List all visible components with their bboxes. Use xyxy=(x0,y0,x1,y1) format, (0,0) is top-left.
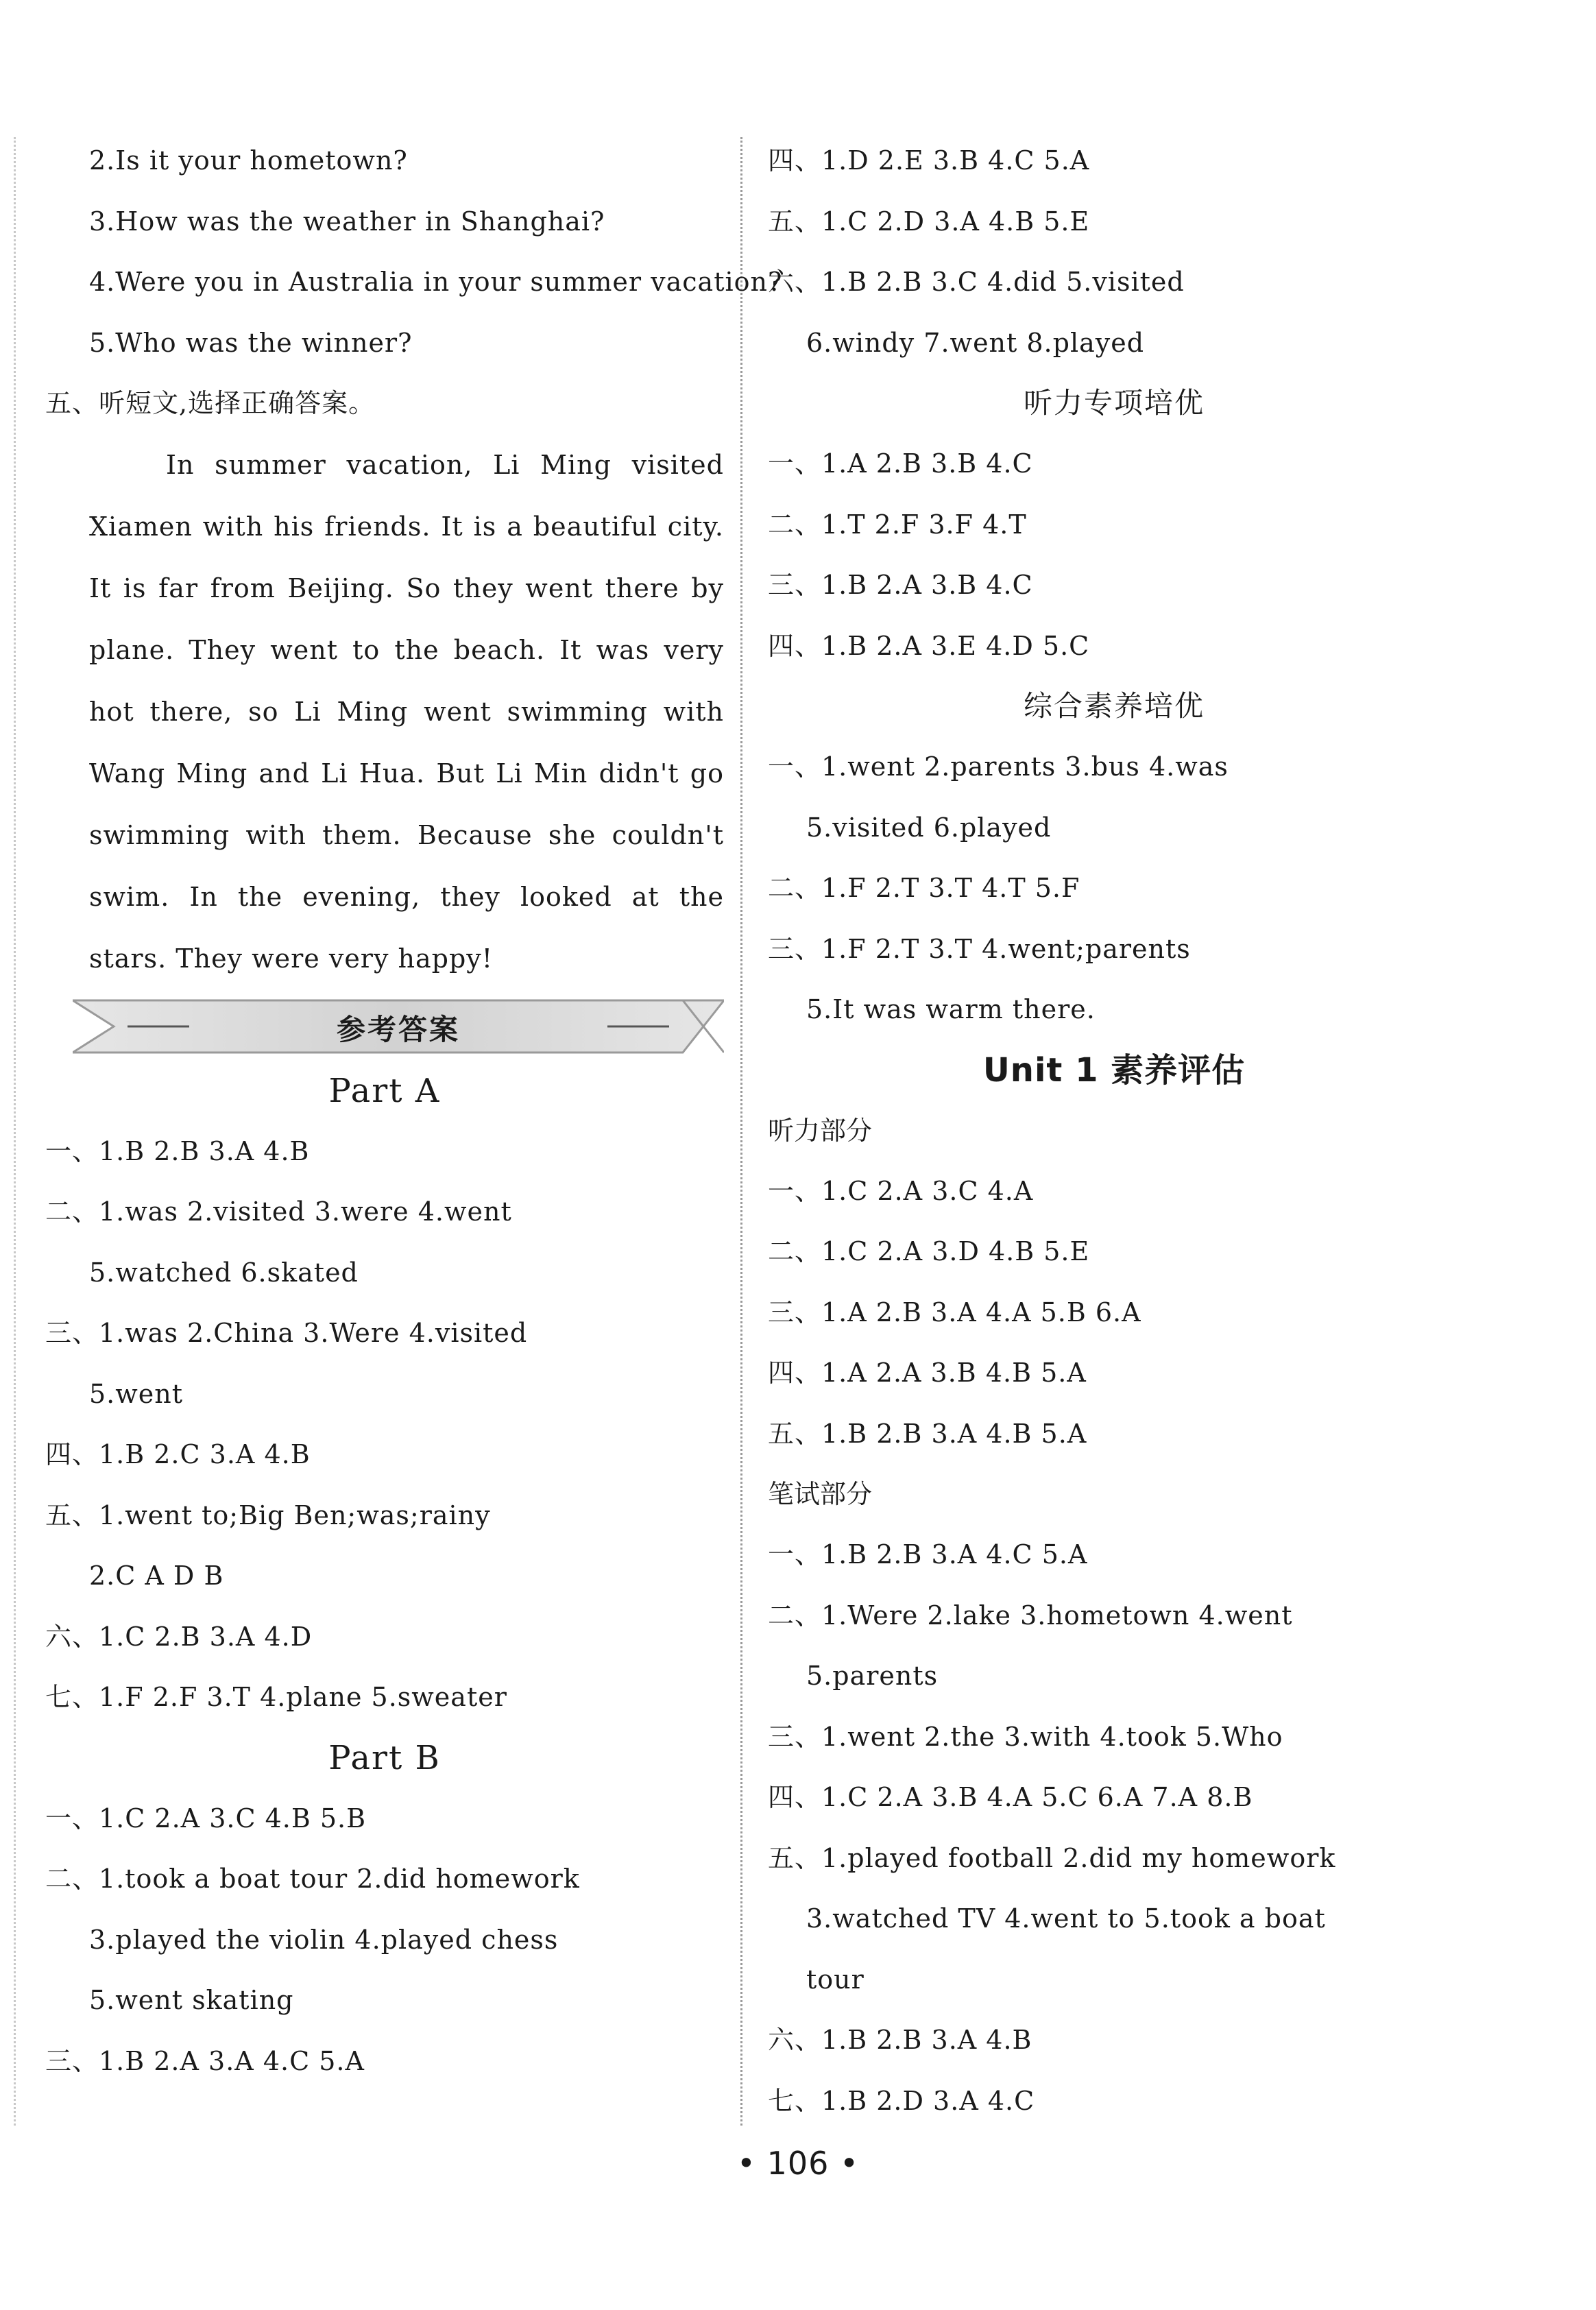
answer-line: 一、1.went 2.parents 3.bus 4.was xyxy=(768,751,1229,782)
unit-heading: Unit 1 素养评估 xyxy=(982,1050,1246,1090)
banner-title: 参考答案 xyxy=(336,1012,460,1046)
answer-line: 5.It was warm there. xyxy=(806,994,1096,1024)
answer-line: 5.went xyxy=(89,1378,184,1409)
written-part-label: 笔试部分 xyxy=(768,1479,873,1509)
answer-line: 3.played the violin 4.played chess xyxy=(89,1924,559,1955)
left-margin-rule xyxy=(14,137,16,2126)
page-number: • 106 • xyxy=(736,2145,860,2182)
answer-line: 3.How was the weather in Shanghai? xyxy=(89,206,605,237)
answer-line: 七、1.F 2.F 3.T 4.plane 5.sweater xyxy=(45,1682,507,1712)
answer-line: 五、1.B 2.B 3.A 4.B 5.A xyxy=(768,1418,1087,1449)
answer-line: 七、1.B 2.D 3.A 4.C xyxy=(768,2085,1035,2116)
answer-line: 三、1.B 2.A 3.B 4.C xyxy=(768,570,1033,600)
answer-line: 一、1.B 2.B 3.A 4.C 5.A xyxy=(768,1539,1088,1569)
column-divider xyxy=(740,137,742,2126)
answer-line: 四、1.B 2.C 3.A 4.B xyxy=(45,1439,311,1469)
answer-line: 六、1.C 2.B 3.A 4.D xyxy=(45,1621,313,1652)
answer-line: 四、1.D 2.E 3.B 4.C 5.A xyxy=(768,145,1090,176)
continued-answers xyxy=(768,130,1460,373)
answer-line: 一、1.A 2.B 3.B 4.C xyxy=(768,448,1033,479)
answer-line: 五、1.played football 2.did my homework xyxy=(768,1842,1336,1873)
answer-line: tour xyxy=(806,1964,864,1995)
answer-line: 三、1.A 2.B 3.A 4.A 5.B 6.A xyxy=(768,1297,1141,1327)
part-b-heading: Part B xyxy=(328,1738,441,1777)
answer-line: 2.Is it your hometown? xyxy=(89,145,408,176)
answer-line: 一、1.C 2.A 3.C 4.A xyxy=(768,1175,1034,1206)
answer-line: 六、1.B 2.B 3.C 4.did 5.visited xyxy=(768,267,1185,297)
answer-line: 三、1.B 2.A 3.A 4.C 5.A xyxy=(45,2045,365,2076)
answer-line: 二、1.F 2.T 3.T 4.T 5.F xyxy=(768,873,1080,903)
answer-line: 4.Were you in Australia in your summer vacation? xyxy=(89,267,783,297)
answer-line: 5.parents xyxy=(806,1661,939,1691)
section-title: 五、听短文,选择正确答案。 xyxy=(45,388,376,418)
answer-line: 一、1.C 2.A 3.C 4.B 5.B xyxy=(45,1803,367,1833)
answer-key-banner xyxy=(73,992,724,1061)
part-b-answers xyxy=(45,1788,724,2092)
part-a-answers xyxy=(45,1121,724,1728)
answer-line: 二、1.Were 2.lake 3.hometown 4.went xyxy=(768,1600,1293,1631)
answer-line: 5.Who was the winner? xyxy=(89,327,413,358)
answer-line: 六、1.B 2.B 3.A 4.B xyxy=(768,2025,1032,2055)
answer-line: 四、1.A 2.A 3.B 4.B 5.A xyxy=(768,1358,1087,1388)
answer-line: 5.visited 6.played xyxy=(806,812,1052,843)
answer-line: 一、1.B 2.B 3.A 4.B xyxy=(45,1135,310,1166)
comprehensive-answers xyxy=(768,736,1460,1040)
written-part-answers xyxy=(768,1524,1460,2131)
right-column xyxy=(768,130,1460,2131)
answer-line: 五、1.went to;Big Ben;was;rainy xyxy=(45,1500,491,1530)
answer-line: 2.C A D B xyxy=(89,1561,224,1591)
part-a-heading: Part A xyxy=(328,1071,441,1110)
comprehensive-heading: 综合素养培优 xyxy=(1023,689,1205,723)
answer-line: 四、1.C 2.A 3.B 4.A 5.C 6.A 7.A 8.B xyxy=(768,1782,1253,1812)
listening-passage: In summer vacation, Li Ming visited Xiamen with his friends. It is a beautiful city. It is far from Beijing. So they went there by plane. They went to the beach. It was very hot there, so Li Ming went swimming with Wang Ming and Li Hua. But Li Min didn't go swimming with them. Because she couldn't swim. In the evening, they looked at the stars. They were very happy! xyxy=(89,449,724,974)
answer-line: 二、1.took a boat tour 2.did homework xyxy=(45,1864,580,1894)
answer-line: 二、1.was 2.visited 3.were 4.went xyxy=(45,1196,512,1227)
answer-line: 二、1.C 2.A 3.D 4.B 5.E xyxy=(768,1236,1090,1266)
answer-line: 五、1.C 2.D 3.A 4.B 5.E xyxy=(768,206,1090,237)
listening-part-answers xyxy=(768,1161,1460,1465)
answer-line: 三、1.F 2.T 3.T 4.went;parents xyxy=(768,933,1191,964)
question-list xyxy=(45,130,783,373)
answer-line: 5.went skating xyxy=(89,1985,294,2015)
listening-answers xyxy=(768,433,1460,676)
answer-line: 3.watched TV 4.went to 5.took a boat xyxy=(806,1903,1326,1934)
answer-line: 5.watched 6.skated xyxy=(89,1257,359,1288)
answer-line: 三、1.was 2.China 3.Were 4.visited xyxy=(45,1318,528,1348)
answer-line: 二、1.T 2.F 3.F 4.T xyxy=(768,509,1027,540)
answer-line: 四、1.B 2.A 3.E 4.D 5.C xyxy=(768,630,1090,661)
answer-line: 三、1.went 2.the 3.with 4.took 5.Who xyxy=(768,1721,1283,1752)
left-column xyxy=(45,130,783,2091)
answer-line: 6.windy 7.went 8.played xyxy=(806,327,1145,358)
listening-heading: 听力专项培优 xyxy=(1023,386,1205,420)
listening-part-label: 听力部分 xyxy=(768,1115,873,1146)
